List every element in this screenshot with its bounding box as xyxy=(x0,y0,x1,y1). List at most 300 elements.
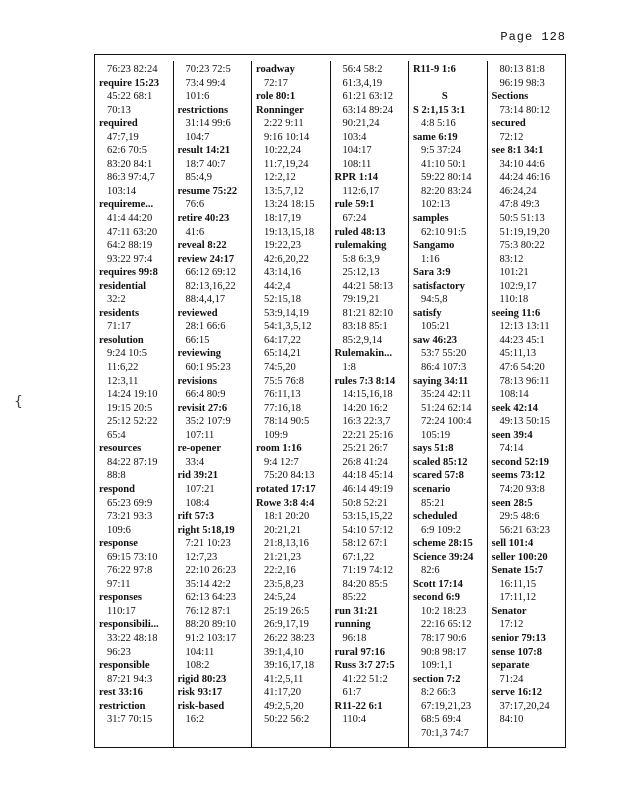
index-ref: 9:4 12:7 xyxy=(264,456,299,468)
index-term: resources xyxy=(99,443,142,455)
index-ref: 102:9,17 xyxy=(499,280,537,292)
index-ref: 82:13,16,22 xyxy=(185,280,236,292)
index-ref: 6:9 109:2 xyxy=(421,524,461,536)
index-ref: 80:13 81:8 xyxy=(499,64,545,75)
margin-mark: { xyxy=(14,394,23,410)
index-ref: 112:6,17 xyxy=(342,185,380,197)
index-ref: 105:21 xyxy=(421,321,451,333)
index-term: restriction xyxy=(99,700,146,712)
index-ref: 54:1,3,5,12 xyxy=(264,321,312,333)
index-ref: 81:21 82:10 xyxy=(342,307,393,319)
index-ref: 73:21 93:3 xyxy=(107,511,153,523)
index-term: resolution xyxy=(99,334,144,346)
index-ref: 97:11 xyxy=(107,578,131,590)
index-term: Sections xyxy=(491,91,529,103)
index-term: requireme... xyxy=(99,199,154,211)
index-ref: 18:17,19 xyxy=(264,213,302,225)
index-ref: 22:16 65:12 xyxy=(421,619,472,631)
index-ref: 53:15,15,22 xyxy=(342,511,393,523)
index-term: scheduled xyxy=(413,511,458,523)
index-columns xyxy=(95,61,565,747)
index-ref: 1:16 xyxy=(421,253,440,265)
index-ref: 78:17 90:6 xyxy=(421,632,467,644)
index-ref: 108:14 xyxy=(499,389,529,401)
index-ref: 74:14 xyxy=(499,443,524,455)
index-ref: 88:8 xyxy=(107,470,126,482)
index-ref: 63:14 89:24 xyxy=(342,104,393,116)
index-ref: 82:20 83:24 xyxy=(421,185,472,197)
index-term: responsibili... xyxy=(99,619,159,631)
index-ref: 101:21 xyxy=(499,267,529,279)
index-ref: 26:22 38:23 xyxy=(264,632,315,644)
index-term: role 80:1 xyxy=(256,91,296,103)
index-term: sense 107:8 xyxy=(491,646,542,658)
index-term: seen 39:4 xyxy=(491,429,533,441)
index-term: second 52:19 xyxy=(491,456,549,468)
index-ref: 59:22 80:14 xyxy=(421,172,472,184)
index-ref: 14:24 19:10 xyxy=(107,389,158,401)
index-ref: 79:19,21 xyxy=(342,294,380,306)
index-ref: 16:2 xyxy=(185,714,205,726)
index-term: rule 59:1 xyxy=(334,199,375,211)
index-term: second 6:9 xyxy=(413,592,460,604)
index-term: saying 34:11 xyxy=(413,375,469,387)
index-ref: 107:11 xyxy=(185,429,215,441)
index-ref: 78:13 96:11 xyxy=(499,375,550,387)
index-ref: 28:1 66:6 xyxy=(185,321,226,333)
index-term: rigid 80:23 xyxy=(177,673,227,685)
index-ref: 39:1,4,10 xyxy=(264,646,304,658)
index-term: scheme 28:15 xyxy=(413,538,473,550)
index-ref: 35:24 42:11 xyxy=(421,389,472,401)
index-ref: 9:24 10:5 xyxy=(107,348,147,360)
index-ref: 14:15,16,18 xyxy=(342,389,393,401)
index-term: reviewed xyxy=(177,307,218,319)
index-column-1 xyxy=(95,61,173,747)
index-ref: 75:3 80:22 xyxy=(499,240,545,252)
index-term: rural 97:16 xyxy=(334,646,385,658)
index-ref: 88:4,4,17 xyxy=(185,294,226,306)
index-term: responses xyxy=(99,592,142,604)
index-ref: 107:21 xyxy=(185,483,215,495)
index-ref: 58:12 67:1 xyxy=(342,538,388,550)
index-ref: 51:24 62:14 xyxy=(421,402,472,414)
index-ref: 105:19 xyxy=(421,429,451,441)
index-term: respond xyxy=(99,483,135,495)
index-ref: 84:20 85:5 xyxy=(342,578,388,590)
index-ref: 26:9,17,19 xyxy=(264,619,309,631)
index-ref: 109:1,1 xyxy=(421,660,453,672)
index-term: reviewing xyxy=(177,348,222,360)
index-ref: 22:10 26:23 xyxy=(185,565,236,577)
index-ref: 93:22 97:4 xyxy=(107,253,153,265)
index-ref: 76:23 82:24 xyxy=(107,64,158,75)
index-ref: 50:5 51:13 xyxy=(499,213,545,225)
index-ref: 84:22 87:19 xyxy=(107,456,158,468)
index-ref: 61:7 xyxy=(342,687,362,699)
index-ref: 19:15 20:5 xyxy=(107,402,153,414)
index-ref: 31:7 70:15 xyxy=(107,714,153,726)
index-term: scenario xyxy=(413,483,451,495)
index-term: run 31:21 xyxy=(334,605,378,617)
index-ref: 78:14 90:5 xyxy=(264,416,310,428)
page-number: Page 128 xyxy=(500,30,566,44)
index-ref: 68:5 69:4 xyxy=(421,714,461,726)
index-ref: 4:8 5:16 xyxy=(421,118,456,130)
index-ref: 20:21,21 xyxy=(264,524,302,536)
index-ref: 21:8,13,16 xyxy=(264,538,309,550)
index-term: rid 39:21 xyxy=(177,470,219,482)
index-ref: 41:10 50:1 xyxy=(421,158,467,170)
index-column-2 xyxy=(173,61,252,747)
index-ref: 52:15,18 xyxy=(264,294,302,306)
index-ref: 70:23 72:5 xyxy=(185,64,231,75)
index-ref: 76:11,13 xyxy=(264,389,301,401)
index-term: residents xyxy=(99,307,140,319)
index-ref: 90:8 98:17 xyxy=(421,646,467,658)
index-term: satisfactory xyxy=(413,280,465,292)
index-ref: 35:14 42:2 xyxy=(185,578,231,590)
index-column-4 xyxy=(330,61,409,747)
index-ref: 104:7 xyxy=(185,131,210,143)
index-ref: 102:13 xyxy=(421,199,451,211)
index-ref: 66:15 xyxy=(185,334,210,346)
index-ref: 70:1,3 74:7 xyxy=(421,727,469,739)
index-ref: 54:10 57:12 xyxy=(342,524,393,536)
index-term: Rowe 3:8 4:4 xyxy=(256,497,315,509)
index-ref: 71:24 xyxy=(499,673,524,685)
index-ref: 25:21 26:7 xyxy=(342,443,388,455)
index-term: seller 100:20 xyxy=(491,551,548,563)
index-term: roadway xyxy=(256,64,295,75)
index-term: revisit 27:6 xyxy=(177,402,228,414)
index-ref: 101:6 xyxy=(185,91,210,103)
index-ref: 41:4 44:20 xyxy=(107,213,153,225)
index-ref: 44:23 45:1 xyxy=(499,334,545,346)
index-ref: 83:12 xyxy=(499,253,524,265)
index-column-6 xyxy=(487,61,566,747)
index-term: seek 42:14 xyxy=(491,402,538,414)
index-ref: 66:4 80:9 xyxy=(185,389,226,401)
index-term: reveal 8:22 xyxy=(177,240,227,252)
index-ref: 74:5,20 xyxy=(264,362,296,374)
index-ref: 13:5,7,12 xyxy=(264,185,304,197)
index-ref: 9:16 10:14 xyxy=(264,131,310,143)
index-ref: 33:22 48:18 xyxy=(107,632,158,644)
index-ref: 110:4 xyxy=(342,714,367,726)
index-ref: 67:1,22 xyxy=(342,551,375,563)
index-ref: 64:17,22 xyxy=(264,334,302,346)
index-ref: 41:6 xyxy=(185,226,205,238)
index-term: ruled 48:13 xyxy=(334,226,386,238)
index-term: room 1:16 xyxy=(256,443,302,455)
index-ref: 90:21,24 xyxy=(342,118,380,130)
index-ref: 43:14,16 xyxy=(264,267,302,279)
index-term: S 2:1,15 3:1 xyxy=(413,104,466,116)
index-ref: 66:12 69:12 xyxy=(185,267,236,279)
index-ref: 85:22 xyxy=(342,592,367,604)
index-ref: 96:23 xyxy=(107,646,131,658)
index-ref: 61:21 63:12 xyxy=(342,91,393,103)
index-ref: 69:15 73:10 xyxy=(107,551,158,563)
index-ref: 18:1 20:20 xyxy=(264,511,310,523)
index-ref: 75:20 84:13 xyxy=(264,470,315,482)
index-ref: 50:8 52:21 xyxy=(342,497,388,509)
index-ref: 109:9 xyxy=(264,429,288,441)
index-ref: 16:3 22:3,7 xyxy=(342,416,391,428)
index-ref: 71:17 xyxy=(107,321,131,333)
index-column-5 xyxy=(408,61,487,747)
index-term: Sara 3:9 xyxy=(413,267,451,279)
index-term: rules 7:3 8:14 xyxy=(334,375,396,387)
index-term: sell 101:4 xyxy=(491,538,534,550)
index-term: re-opener xyxy=(177,443,222,455)
index-term: restrictions xyxy=(177,104,229,116)
index-term: satisfy xyxy=(413,307,442,319)
index-ref: 104:17 xyxy=(342,145,372,157)
index-ref: 32:2 xyxy=(107,294,126,306)
index-ref: 8:2 66:3 xyxy=(421,687,456,699)
index-ref: 44:21 58:13 xyxy=(342,280,393,292)
index-term: rest 33:16 xyxy=(99,687,143,699)
index-ref: 85:4,9 xyxy=(185,172,213,184)
index-ref: 45:11,13 xyxy=(499,348,537,360)
index-ref: 22:2,16 xyxy=(264,565,296,577)
index-ref: 65:23 69:9 xyxy=(107,497,153,509)
index-ref: 41:22 51:2 xyxy=(342,673,388,685)
index-term: scared 57:8 xyxy=(413,470,464,482)
index-term: seen 28:5 xyxy=(491,497,533,509)
index-column-3 xyxy=(251,61,330,747)
index-term: resume 75:22 xyxy=(177,185,238,197)
index-ref: 72:17 xyxy=(264,77,288,89)
index-ref: 60:1 95:23 xyxy=(185,362,231,374)
index-ref: 16:11,15 xyxy=(499,578,537,590)
index-ref: 77:16,18 xyxy=(264,402,302,414)
index-ref: 47:6 54:20 xyxy=(499,362,545,374)
index-term: retire 40:23 xyxy=(177,213,230,225)
index-term: requires 99:8 xyxy=(99,267,158,279)
index-ref: 61:3,4,19 xyxy=(342,77,383,89)
index-ref: 71:19 74:12 xyxy=(342,565,393,577)
index-ref: 47:8 49:3 xyxy=(499,199,540,211)
index-term: Sangamo xyxy=(413,240,455,252)
index-term: responsible xyxy=(99,660,150,672)
index-term: review 24:17 xyxy=(177,253,235,265)
index-term: secured xyxy=(491,118,526,130)
index-term: same 6:19 xyxy=(413,131,458,143)
index-term: see 8:1 34:1 xyxy=(491,145,544,157)
index-ref: 33:4 xyxy=(185,456,205,468)
index-ref: 19:22,23 xyxy=(264,240,302,252)
index-ref: 64:2 88:19 xyxy=(107,240,153,252)
index-ref: 70:13 xyxy=(107,104,131,116)
index-term: S xyxy=(441,91,448,103)
index-term: require 15:23 xyxy=(99,77,159,89)
index-ref: 45:22 68:1 xyxy=(107,91,153,103)
index-term: required xyxy=(99,118,138,130)
index-term: risk 93:17 xyxy=(177,687,223,699)
index-ref: 62:13 64:23 xyxy=(185,592,236,604)
index-ref: 13:24 18:15 xyxy=(264,199,315,211)
index-term: separate xyxy=(491,660,530,672)
index-ref: 46:24,24 xyxy=(499,185,537,197)
index-ref: 34:10 44:6 xyxy=(499,158,545,170)
index-ref: 14:20 16:2 xyxy=(342,402,388,414)
index-ref: 85:2,9,14 xyxy=(342,334,383,346)
index-ref: 47:7,19 xyxy=(107,131,139,143)
index-term: senior 79:13 xyxy=(491,632,546,644)
index-ref: 103:4 xyxy=(342,131,367,143)
index-term: Russ 3:7 27:5 xyxy=(334,660,395,672)
index-ref: 56:21 63:23 xyxy=(499,524,550,536)
index-ref: 94:5,8 xyxy=(421,294,448,306)
index-ref: 1:8 xyxy=(342,362,356,374)
index-term: scaled 85:12 xyxy=(413,456,468,468)
index-ref: 47:11 63:20 xyxy=(107,226,158,238)
index-ref: 51:19,19,20 xyxy=(499,226,550,238)
index-ref: 109:6 xyxy=(107,524,131,536)
index-ref: 56:4 58:2 xyxy=(342,64,383,75)
index-term: risk-based xyxy=(177,700,225,712)
index-ref: 44:2,4 xyxy=(264,280,291,292)
index-ref: 44:18 45:14 xyxy=(342,470,393,482)
index-term: Rulemakin... xyxy=(334,348,392,360)
index-ref: 65:14,21 xyxy=(264,348,302,360)
index-term: residential xyxy=(99,280,147,292)
index-term: revisions xyxy=(177,375,217,387)
index-ref: 53:7 55:20 xyxy=(421,348,467,360)
index-ref: 88:20 89:10 xyxy=(185,619,236,631)
index-ref xyxy=(413,77,485,91)
index-term: result 14:21 xyxy=(177,145,231,157)
index-ref: 85:21 xyxy=(421,497,445,509)
index-ref: 76:12 87:1 xyxy=(185,605,231,617)
index-term: seems 73:12 xyxy=(491,470,545,482)
index-ref: 84:10 xyxy=(499,714,524,726)
index-ref: 104:11 xyxy=(185,646,215,658)
index-ref: 31:14 99:6 xyxy=(185,118,231,130)
index-ref: 83:20 84:1 xyxy=(107,158,153,170)
index-ref: 44:24 46:16 xyxy=(499,172,550,184)
index-term: serve 16:12 xyxy=(491,687,542,699)
index-ref: 23:5,8,23 xyxy=(264,578,304,590)
index-ref: 18:7 40:7 xyxy=(185,158,226,170)
index-ref: 25:19 26:5 xyxy=(264,605,310,617)
index-ref: 86:3 97:4,7 xyxy=(107,172,155,184)
index-ref: 108:2 xyxy=(185,660,210,672)
index-ref: 12:7,23 xyxy=(185,551,218,563)
index-term: running xyxy=(334,619,371,631)
index-ref: 62:6 70:5 xyxy=(107,145,147,157)
index-ref: 17:12 xyxy=(499,619,524,631)
index-ref: 49:13 50:15 xyxy=(499,416,550,428)
index-term: RPR 1:14 xyxy=(334,172,378,184)
index-ref: 35:2 107:9 xyxy=(185,416,231,428)
index-ref: 9:5 37:24 xyxy=(421,145,461,157)
index-ref: 91:2 103:17 xyxy=(185,632,236,644)
index-ref: 22:21 25:16 xyxy=(342,429,393,441)
index-ref: 96:19 98:3 xyxy=(499,77,545,89)
index-ref: 26:8 41:24 xyxy=(342,456,388,468)
index-term: right 5:18,19 xyxy=(177,524,235,536)
index-ref: 17:11,12 xyxy=(499,592,537,604)
index-ref: 25:12,13 xyxy=(342,267,380,279)
index-term: saw 46:23 xyxy=(413,334,458,346)
index-ref: 37:17,20,24 xyxy=(499,700,550,712)
index-ref: 10:2 18:23 xyxy=(421,605,467,617)
index-frame xyxy=(94,54,566,748)
index-ref: 12:2,12 xyxy=(264,172,296,184)
index-term: Scott 17:14 xyxy=(413,578,463,590)
index-ref: 11:6,22 xyxy=(107,362,139,374)
index-ref: 2:22 9:11 xyxy=(264,118,304,130)
index-term: says 51:8 xyxy=(413,443,454,455)
index-ref: 108:11 xyxy=(342,158,372,170)
index-term: Science 39:24 xyxy=(413,551,474,563)
index-ref: 5:8 6:3,9 xyxy=(342,253,380,265)
index-term: seeing 11:6 xyxy=(491,307,541,319)
index-ref: 73:14 80:12 xyxy=(499,104,550,116)
index-ref: 24:5,24 xyxy=(264,592,296,604)
index-ref: 110:17 xyxy=(107,605,136,617)
index-ref: 103:14 xyxy=(107,185,137,197)
index-ref: 12:3,11 xyxy=(107,375,139,387)
index-ref: 82:6 xyxy=(421,565,440,577)
index-ref: 19:13,15,18 xyxy=(264,226,315,238)
index-ref: 75:5 76:8 xyxy=(264,375,304,387)
index-ref: 67:24 xyxy=(342,213,367,225)
index-ref: 10:22,24 xyxy=(264,145,302,157)
index-ref: 41:2,5,11 xyxy=(264,673,304,685)
index-ref: 83:18 85:1 xyxy=(342,321,388,333)
index-ref: 96:18 xyxy=(342,632,367,644)
index-ref: 110:18 xyxy=(499,294,529,306)
index-ref: 62:10 91:5 xyxy=(421,226,467,238)
index-ref: 29:5 48:6 xyxy=(499,511,540,523)
index-ref: 87:21 94:3 xyxy=(107,673,153,685)
index-ref: 86:4 107:3 xyxy=(421,362,467,374)
index-ref: 41:17,20 xyxy=(264,687,302,699)
index-ref: 50:22 56:2 xyxy=(264,714,310,726)
index-term: rift 57:3 xyxy=(177,511,214,523)
index-term: section 7:2 xyxy=(413,673,461,685)
index-ref: 72:24 100:4 xyxy=(421,416,472,428)
index-ref: 65:4 xyxy=(107,429,126,441)
index-ref: 67:19,21,23 xyxy=(421,700,472,712)
index-ref: 12:13 13:11 xyxy=(499,321,550,333)
index-term: Ronninger xyxy=(256,104,304,116)
index-ref: 74:20 93:8 xyxy=(499,483,545,495)
index-ref: 39:16,17,18 xyxy=(264,660,315,672)
index-ref: 72:12 xyxy=(499,131,524,143)
index-ref: 7:21 10:23 xyxy=(185,538,231,550)
index-term: R11-9 1:6 xyxy=(413,64,456,75)
index-term: Senate 15:7 xyxy=(491,565,544,577)
index-ref: 53:9,14,19 xyxy=(264,307,309,319)
index-term: R11-22 6:1 xyxy=(334,700,383,712)
index-ref: 76:22 97:8 xyxy=(107,565,153,577)
index-ref: 21:21,23 xyxy=(264,551,302,563)
index-ref: 11:7,19,24 xyxy=(264,158,309,170)
index-ref: 108:4 xyxy=(185,497,210,509)
index-term: samples xyxy=(413,213,449,225)
index-ref: 42:6,20,22 xyxy=(264,253,309,265)
index-term: response xyxy=(99,538,138,550)
index-term: Senator xyxy=(491,605,527,617)
index-term: rulemaking xyxy=(334,240,387,252)
index-ref: 46:14 49:19 xyxy=(342,483,393,495)
